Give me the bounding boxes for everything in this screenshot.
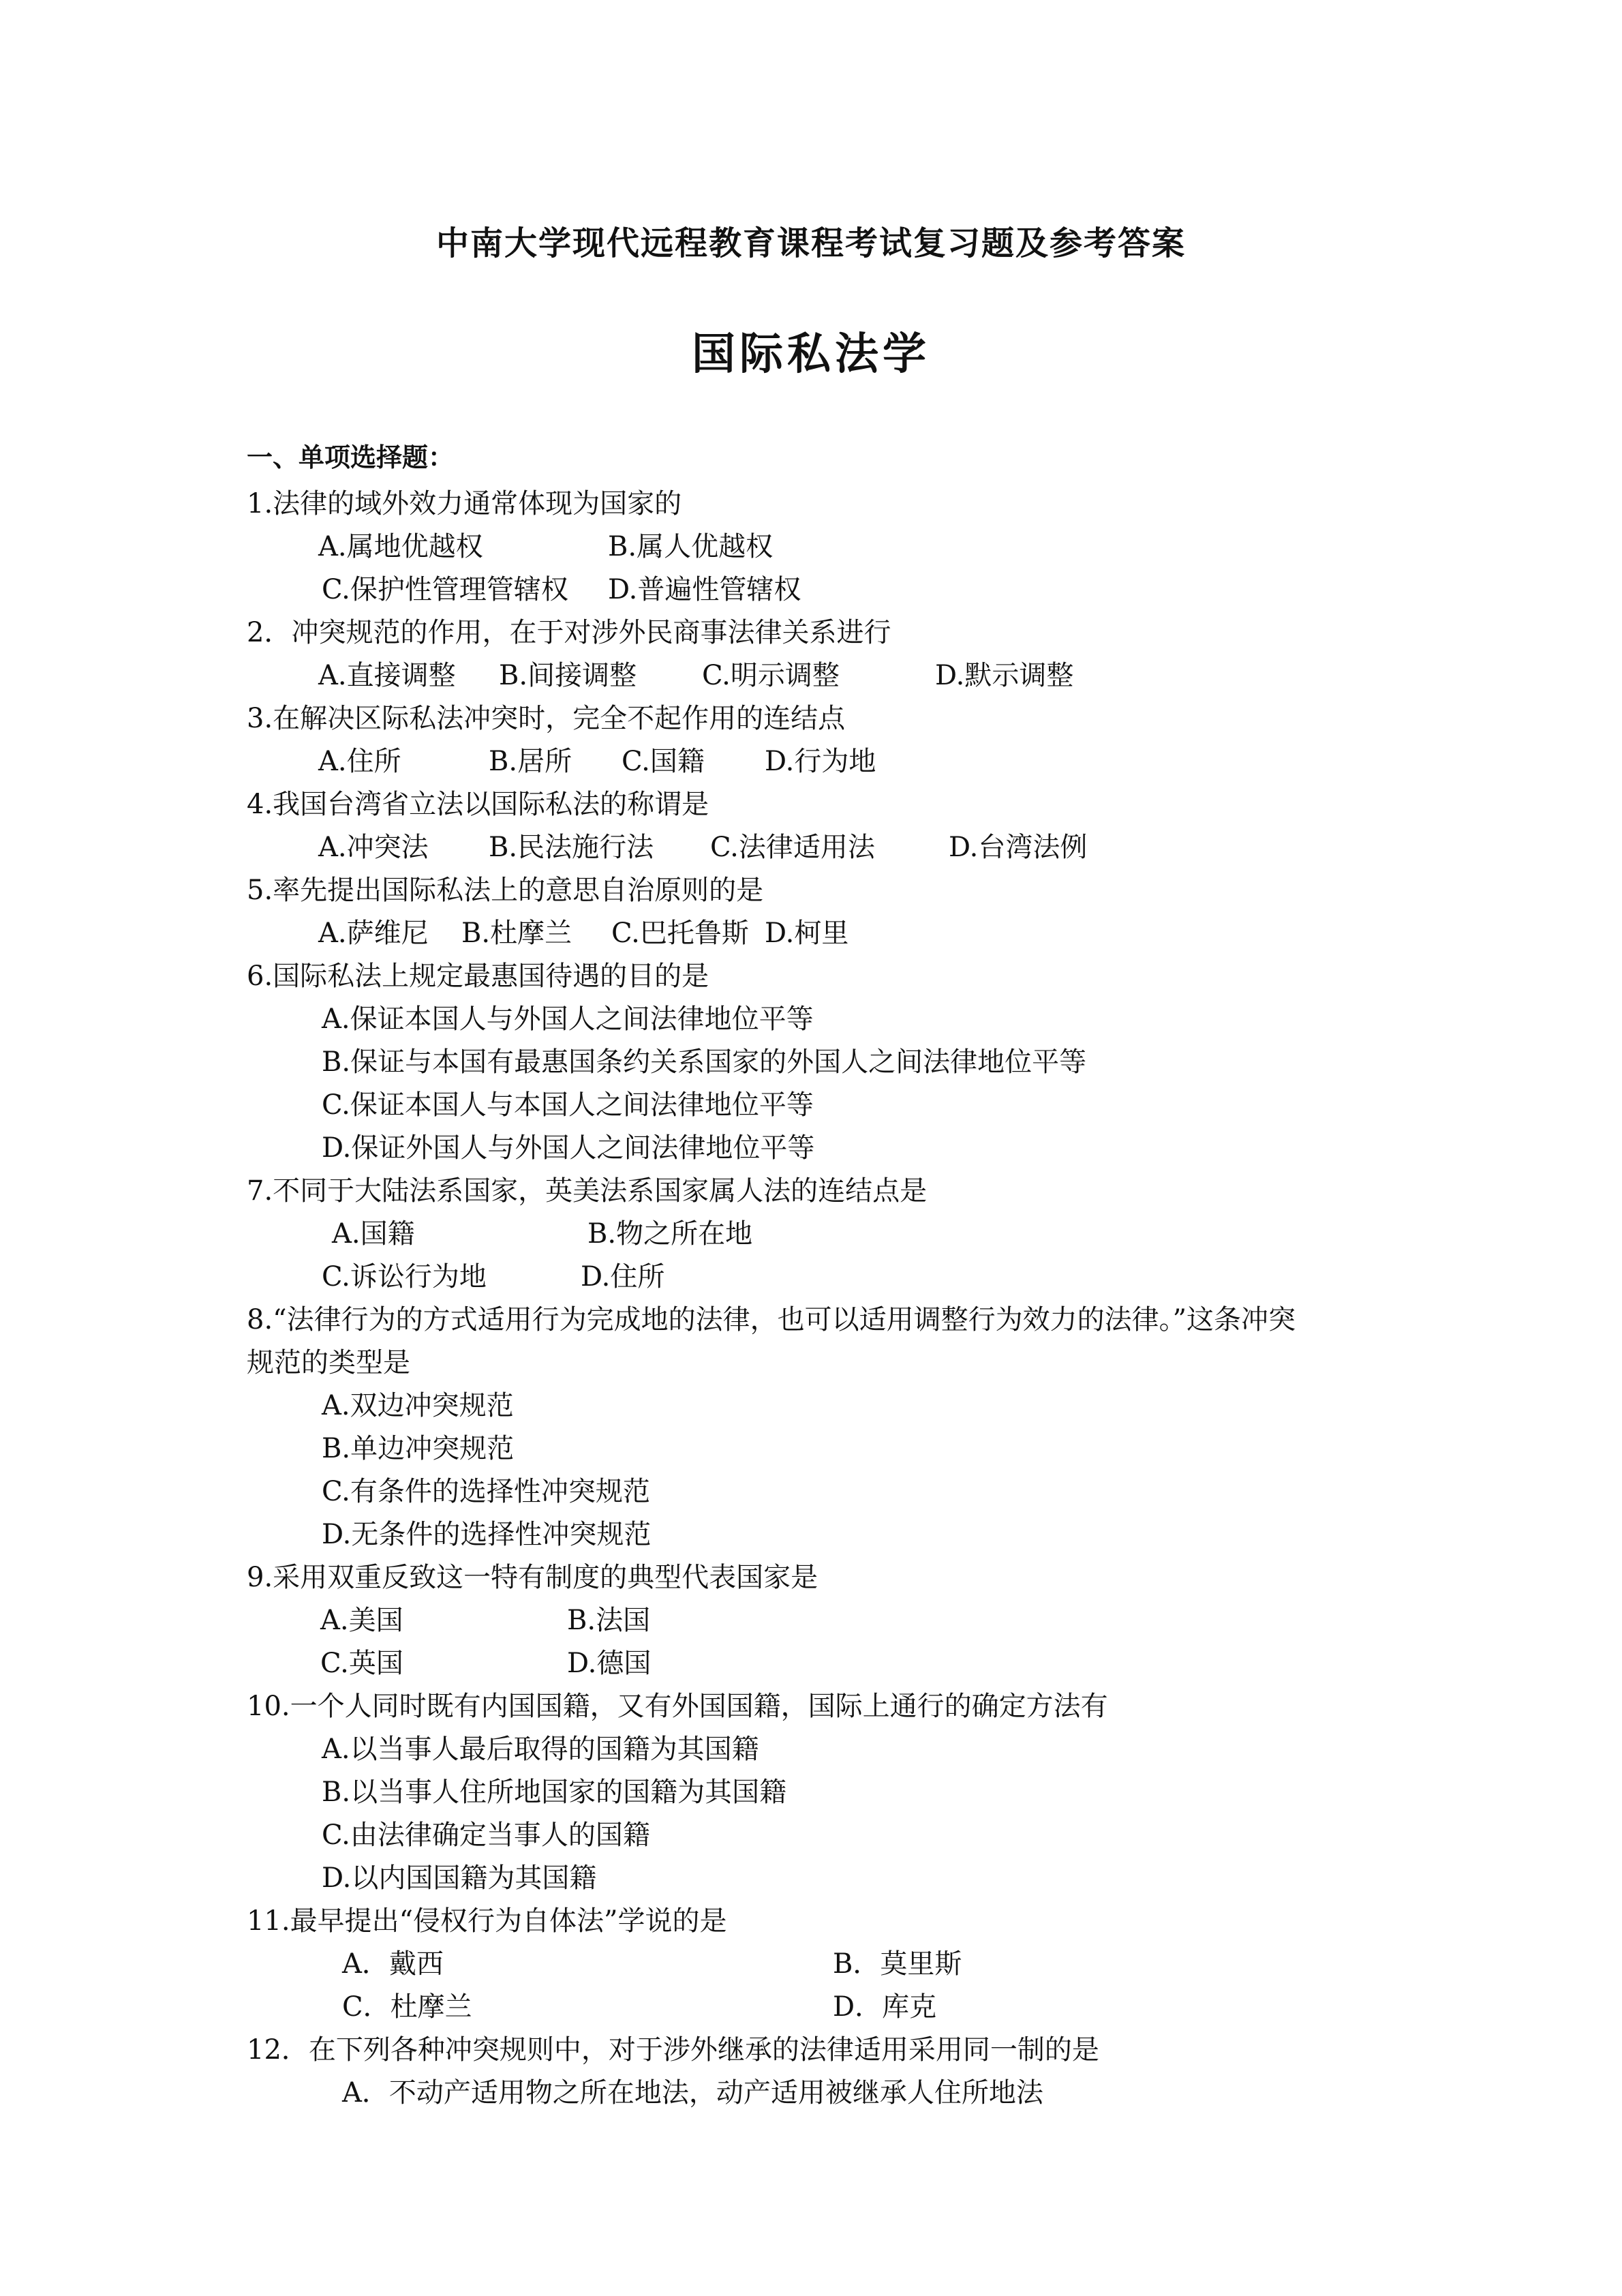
section-heading: 一、单项选择题： [247,442,455,472]
answer-option: B.保证与本国有最惠国条约关系国家的外国人之间法律地位平等 [322,1046,1087,1078]
question-stem: 2．冲突规范的作用，在于对涉外民商事法律关系进行 [247,617,891,648]
option-row [247,1857,1405,1900]
question-stem: 5.率先提出国际私法上的意思自治原则的是 [247,875,764,906]
option-row [247,1642,1405,1685]
answer-option: A.冲突法 [318,832,429,863]
option-row [247,654,1405,697]
option-row [247,526,1405,569]
answer-option: C.诉讼行为地 [322,1261,487,1293]
answer-option: A.萨维尼 [318,918,429,949]
option-row [247,1728,1405,1771]
option-row [247,740,1405,783]
option-row [247,1127,1405,1170]
answer-option: A．不动产适用物之所在地法，动产适用被继承人住所地法 [342,2077,1043,2109]
option-row [247,1385,1405,1428]
answer-option: B.居所 [489,746,572,777]
answer-option: C.由法律确定当事人的国籍 [322,1819,650,1851]
answer-option: B．莫里斯 [833,1948,962,1980]
question-stem: 9.采用双重反致这一特有制度的典型代表国家是 [247,1562,818,1593]
option-row [247,2072,1405,2115]
option-row [247,1041,1405,1084]
answer-option: B.间接调整 [499,660,637,691]
option-row [247,1814,1405,1857]
answer-option: D.行为地 [765,746,876,777]
answer-option: A.双边冲突规范 [322,1390,514,1421]
answer-option: A.国籍 [332,1218,415,1250]
question-stem-continued: 规范的类型是 [247,1347,410,1378]
answer-option: A.住所 [318,746,401,777]
answer-option: B.杜摩兰 [461,918,572,949]
question-stem: 4.我国台湾省立法以国际私法的称谓是 [247,789,709,820]
answer-option: C.法律适用法 [710,832,875,863]
answer-option: A.保证本国人与外国人之间法律地位平等 [322,1003,814,1035]
answer-option: A.属地优越权 [318,531,483,562]
answer-option: B.法国 [567,1605,651,1636]
answer-option: C.英国 [320,1648,403,1679]
option-row [247,1470,1405,1513]
option-row [247,1084,1405,1127]
question-list [247,483,1405,2115]
answer-option: A.直接调整 [318,660,456,691]
answer-option: C.国籍 [622,746,705,777]
answer-option: D.柯里 [765,918,849,949]
question-stem: 1.法律的域外效力通常体现为国家的 [247,488,682,519]
answer-option: C.有条件的选择性冲突规范 [322,1476,650,1507]
option-row [247,826,1405,869]
option-row [247,1256,1405,1299]
answer-option: D.以内国国籍为其国籍 [322,1862,597,1894]
answer-option: D.德国 [567,1648,652,1679]
option-row [247,1213,1405,1256]
answer-option: C.保证本国人与本国人之间法律地位平等 [322,1089,814,1121]
option-row [247,1428,1405,1470]
answer-option: B.物之所在地 [587,1218,753,1250]
page-title: 中南大学现代远程教育课程考试复习题及参考答案 [435,224,1186,262]
course-title: 国际私法学 [692,329,930,380]
question-stem: 7.不同于大陆法系国家，英美法系国家属人法的连结点是 [247,1175,928,1207]
question-stem: 6.国际私法上规定最惠国待遇的目的是 [247,961,709,992]
answer-option: D.保证外国人与外国人之间法律地位平等 [322,1132,815,1164]
answer-option: D.普遍性管辖权 [608,574,801,605]
answer-option: A.美国 [320,1605,403,1636]
answer-option: D.台湾法例 [949,832,1088,863]
question-stem: 3.在解决区际私法冲突时，完全不起作用的连结点 [247,703,846,734]
answer-option: D.住所 [581,1261,665,1293]
answer-option: C．杜摩兰 [342,1991,472,2023]
answer-option: B.属人优越权 [608,531,774,562]
option-row [247,1943,1405,1986]
answer-option: C.明示调整 [702,660,840,691]
option-row [247,1771,1405,1814]
option-row [247,912,1405,955]
option-row [247,1986,1405,2029]
answer-option: A.以当事人最后取得的国籍为其国籍 [322,1734,759,1765]
answer-option: D．库克 [833,1991,937,2023]
question-stem: 12．在下列各种冲突规则中，对于涉外继承的法律适用采用同一制的是 [247,2034,1099,2066]
option-row [247,1599,1405,1642]
option-row [247,1513,1405,1556]
question-stem: 10.一个人同时既有内国国籍，又有外国国籍，国际上通行的确定方法有 [247,1691,1108,1722]
answer-option: B.以当事人住所地国家的国籍为其国籍 [322,1777,787,1808]
answer-option: C.保护性管理管辖权 [322,574,568,605]
answer-option: B.单边冲突规范 [322,1433,515,1464]
question-stem: 11.最早提出“侵权行为自体法”学说的是 [247,1905,727,1937]
answer-option: B.民法施行法 [489,832,654,863]
answer-option: D.无条件的选择性冲突规范 [322,1519,652,1550]
option-row [247,569,1405,611]
option-row [247,998,1405,1041]
answer-option: C.巴托鲁斯 [611,918,749,949]
answer-option: A．戴西 [342,1948,444,1980]
question-stem: 8.“法律行为的方式适用行为完成地的法律，也可以适用调整行为效力的法律。”这条冲突 [247,1304,1296,1335]
answer-option: D.默示调整 [935,660,1074,691]
